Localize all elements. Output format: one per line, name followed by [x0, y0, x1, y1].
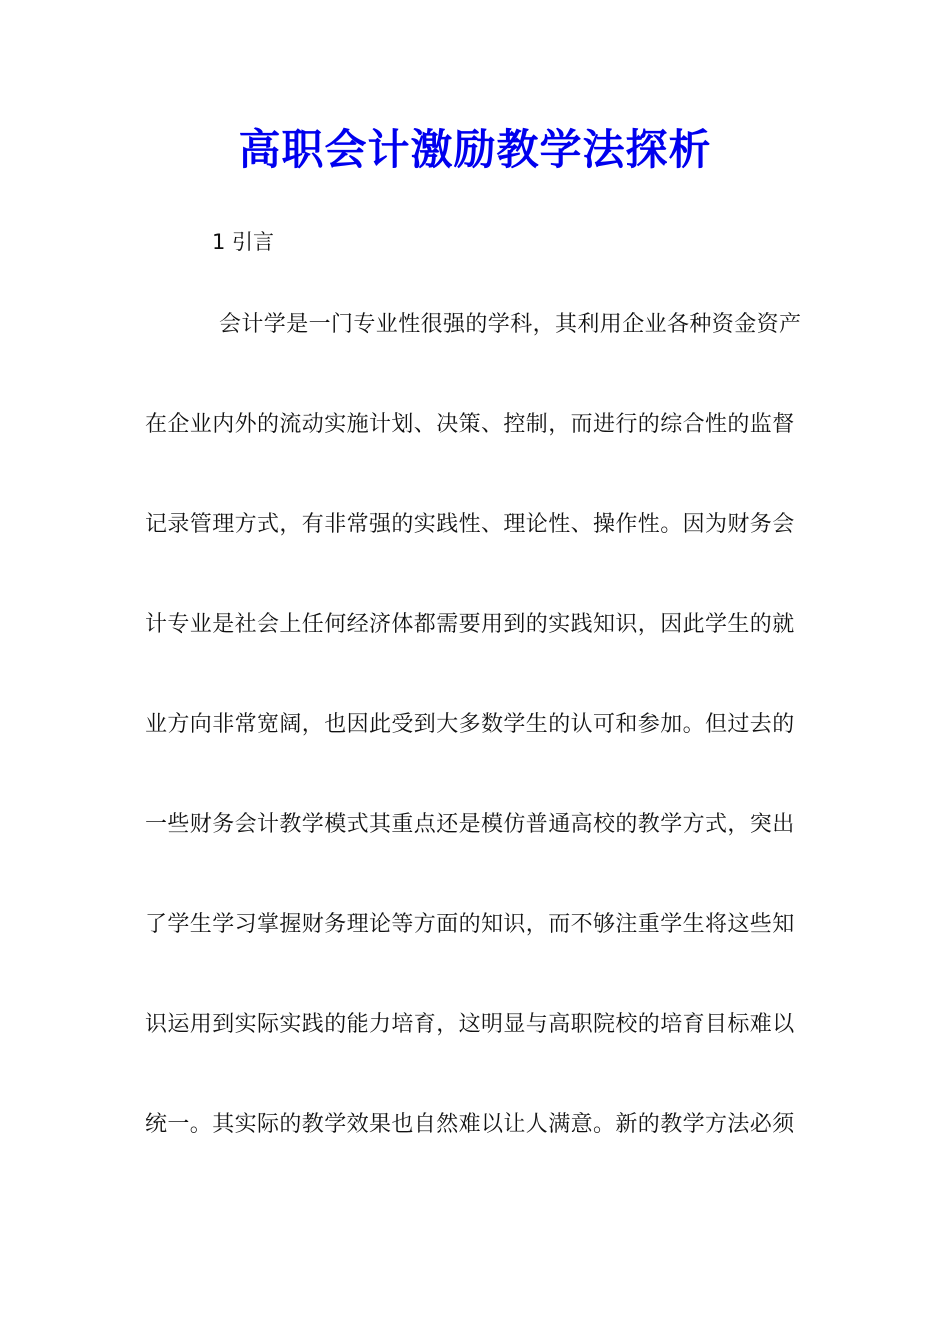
paragraph-line: 计专业是社会上任何经济体都需要用到的实践知识，因此学生的就 [145, 612, 795, 637]
paragraph-line: 一些财务会计教学模式其重点还是模仿普通高校的教学方式，突出 [145, 812, 795, 837]
paragraph-line: 会计学是一门专业性很强的学科，其利用企业各种资金资产 [219, 312, 802, 337]
paragraph [145, 308, 805, 1208]
paragraph-line: 业方向非常宽阔，也因此受到大多数学生的认可和参加。但过去的 [145, 712, 795, 737]
paragraph-line: 记录管理方式，有非常强的实践性、理论性、操作性。因为财务会 [145, 512, 795, 537]
section-heading: 1 引言 [212, 230, 275, 254]
paragraph-line: 识运用到实际实践的能力培育，这明显与高职院校的培育目标难以 [145, 1012, 795, 1037]
document-title: 高职会计激励教学法探析 [238, 125, 712, 174]
paragraph-line: 在企业内外的流动实施计划、决策、控制，而进行的综合性的监督 [145, 412, 795, 437]
paragraph-line: 统一。其实际的教学效果也自然难以让人满意。新的教学方法必须 [145, 1112, 795, 1137]
paragraph-line: 了学生学习掌握财务理论等方面的知识，而不够注重学生将这些知 [145, 912, 795, 937]
